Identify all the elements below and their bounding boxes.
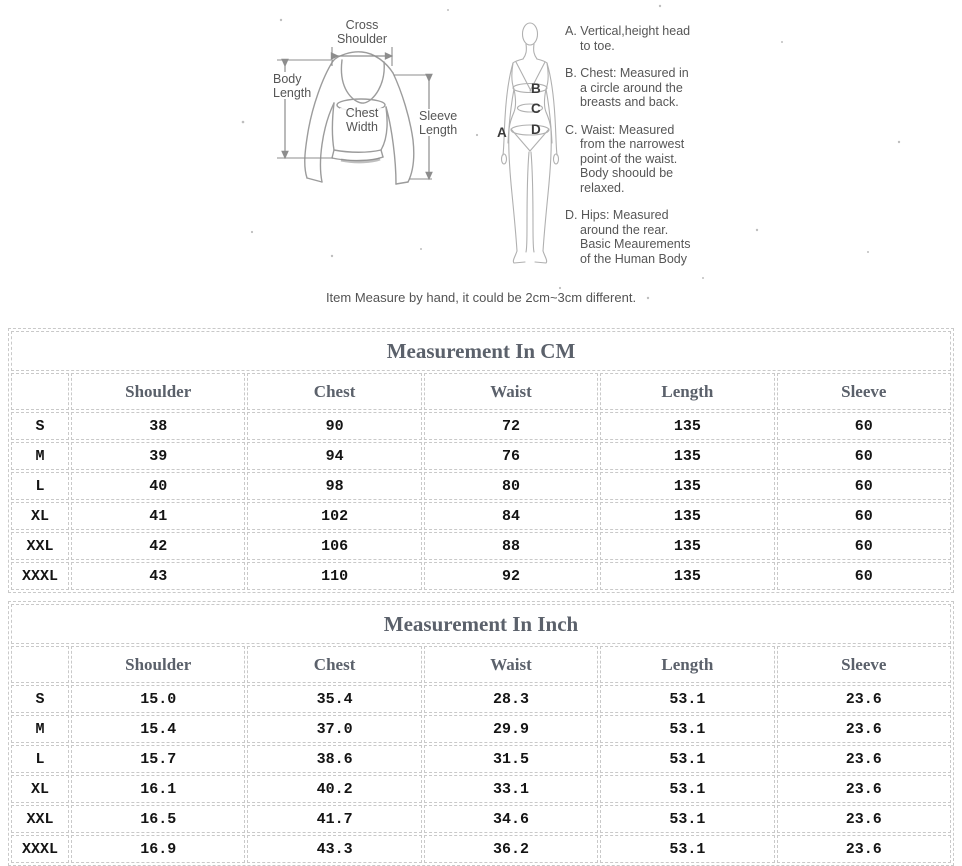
value-cell: 42 <box>71 532 245 560</box>
value-cell: 23.6 <box>777 775 951 803</box>
value-cell: 60 <box>777 412 951 440</box>
size-column-corner <box>11 373 69 410</box>
note-a-label: A. <box>565 24 577 38</box>
value-cell: 23.6 <box>777 715 951 743</box>
value-cell: 135 <box>600 532 774 560</box>
value-cell: 15.0 <box>71 685 245 713</box>
size-label: M <box>11 442 69 470</box>
column-header: Shoulder <box>71 373 245 410</box>
note-c <box>565 123 699 196</box>
column-header: Shoulder <box>71 646 245 683</box>
value-cell: 28.3 <box>424 685 598 713</box>
measurement-table-inch <box>8 601 954 866</box>
size-label: S <box>11 412 69 440</box>
value-cell: 40 <box>71 472 245 500</box>
value-cell: 92 <box>424 562 598 590</box>
column-header: Length <box>600 373 774 410</box>
value-cell: 94 <box>247 442 421 470</box>
value-cell: 34.6 <box>424 805 598 833</box>
value-cell: 84 <box>424 502 598 530</box>
table-row <box>11 745 951 773</box>
value-cell: 15.7 <box>71 745 245 773</box>
value-cell: 23.6 <box>777 835 951 863</box>
value-cell: 76 <box>424 442 598 470</box>
value-cell: 38.6 <box>247 745 421 773</box>
value-cell: 60 <box>777 562 951 590</box>
column-header: Sleeve <box>777 646 951 683</box>
table-row <box>11 502 951 530</box>
value-cell: 53.1 <box>600 775 774 803</box>
note-d-label: D. <box>565 208 578 222</box>
value-cell: 135 <box>600 562 774 590</box>
note-a-text: Vertical,height head to toe. <box>580 24 691 53</box>
value-cell: 29.9 <box>424 715 598 743</box>
garment-sketch <box>271 18 462 184</box>
note-d-text: Hips: Measured around the rear. Basic Meaurements of the Human Body <box>580 208 691 266</box>
size-label: L <box>11 472 69 500</box>
value-cell: 31.5 <box>424 745 598 773</box>
table-title: Measurement In CM <box>11 331 951 371</box>
table-row <box>11 685 951 713</box>
hand-measure-disclaimer: Item Measure by hand, it could be 2cm~3cm different. <box>325 290 637 305</box>
table-row <box>11 805 951 833</box>
value-cell: 53.1 <box>600 685 774 713</box>
note-c-label: C. <box>565 122 578 137</box>
note-b-text: Chest: Measured in a circle around the breasts and back. <box>580 66 689 109</box>
value-cell: 102 <box>247 502 421 530</box>
column-header: Sleeve <box>777 373 951 410</box>
value-cell: 60 <box>777 502 951 530</box>
value-cell: 135 <box>600 502 774 530</box>
measurement-table-cm <box>8 328 954 593</box>
table-row <box>11 472 951 500</box>
value-cell: 38 <box>71 412 245 440</box>
column-header: Chest <box>247 373 421 410</box>
value-cell: 60 <box>777 472 951 500</box>
body-figure <box>497 23 559 263</box>
size-label: M <box>11 715 69 743</box>
note-c-text: Waist: Measured from the narrowest point of the waist. Body shoould be relaxed. <box>580 122 685 195</box>
value-cell: 135 <box>600 472 774 500</box>
column-header: Chest <box>247 646 421 683</box>
size-tables <box>0 328 962 866</box>
value-cell: 36.2 <box>424 835 598 863</box>
size-label: S <box>11 685 69 713</box>
body-length-label-line2: Length <box>273 86 312 100</box>
value-cell: 110 <box>247 562 421 590</box>
value-cell: 72 <box>424 412 598 440</box>
chest-width-label-line1: Chest <box>345 106 379 120</box>
sleeve-length-label-line1: Sleeve <box>419 109 458 123</box>
table-row <box>11 775 951 803</box>
value-cell: 35.4 <box>247 685 421 713</box>
size-label: XL <box>11 502 69 530</box>
value-cell: 37.0 <box>247 715 421 743</box>
column-header: Waist <box>424 646 598 683</box>
value-cell: 23.6 <box>777 805 951 833</box>
note-d <box>565 208 699 266</box>
size-label: XL <box>11 775 69 803</box>
value-cell: 40.2 <box>247 775 421 803</box>
table-row <box>11 412 951 440</box>
value-cell: 88 <box>424 532 598 560</box>
value-cell: 106 <box>247 532 421 560</box>
note-b <box>565 66 699 110</box>
figure-letter-a: A <box>497 125 507 140</box>
column-header: Waist <box>424 373 598 410</box>
table-row <box>11 532 951 560</box>
value-cell: 15.4 <box>71 715 245 743</box>
value-cell: 39 <box>71 442 245 470</box>
table-row <box>11 835 951 863</box>
sleeve-length-label-line2: Length <box>419 123 458 137</box>
value-cell: 53.1 <box>600 805 774 833</box>
size-label: XXL <box>11 805 69 833</box>
value-cell: 60 <box>777 532 951 560</box>
note-b-label: B. <box>565 66 577 80</box>
cross-shoulder-label-line2: Shoulder <box>336 32 388 46</box>
size-label: XXL <box>11 532 69 560</box>
value-cell: 41 <box>71 502 245 530</box>
value-cell: 98 <box>247 472 421 500</box>
value-cell: 135 <box>600 442 774 470</box>
measurement-notes <box>565 24 699 279</box>
value-cell: 23.6 <box>777 685 951 713</box>
note-a <box>565 24 699 53</box>
value-cell: 90 <box>247 412 421 440</box>
size-label: XXXL <box>11 562 69 590</box>
value-cell: 33.1 <box>424 775 598 803</box>
value-cell: 16.5 <box>71 805 245 833</box>
figure-letter-c: C <box>531 101 541 116</box>
cross-shoulder-label-line1: Cross <box>345 18 379 32</box>
value-cell: 53.1 <box>600 715 774 743</box>
value-cell: 43.3 <box>247 835 421 863</box>
size-column-corner <box>11 646 69 683</box>
table-row <box>11 442 951 470</box>
value-cell: 16.1 <box>71 775 245 803</box>
size-diagram <box>0 0 962 328</box>
value-cell: 53.1 <box>600 745 774 773</box>
chest-width-label-line2: Width <box>346 120 378 134</box>
value-cell: 41.7 <box>247 805 421 833</box>
size-label: L <box>11 745 69 773</box>
figure-letter-b: B <box>531 81 541 96</box>
column-header: Length <box>600 646 774 683</box>
value-cell: 60 <box>777 442 951 470</box>
value-cell: 80 <box>424 472 598 500</box>
value-cell: 23.6 <box>777 745 951 773</box>
table-row <box>11 562 951 590</box>
value-cell: 135 <box>600 412 774 440</box>
measurement-diagram-section <box>0 0 962 328</box>
table-row <box>11 715 951 743</box>
table-title: Measurement In Inch <box>11 604 951 644</box>
value-cell: 53.1 <box>600 835 774 863</box>
value-cell: 16.9 <box>71 835 245 863</box>
body-length-label-line1: Body <box>273 72 302 86</box>
value-cell: 43 <box>71 562 245 590</box>
size-label: XXXL <box>11 835 69 863</box>
figure-letter-d: D <box>531 122 541 137</box>
